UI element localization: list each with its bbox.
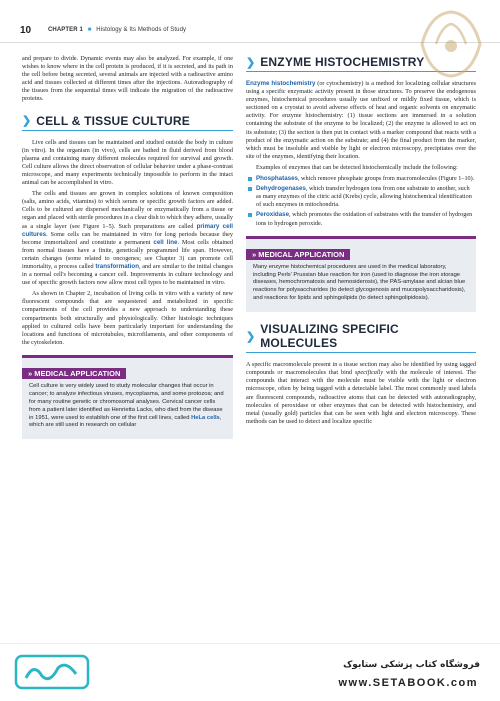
keyword: Enzyme histochemistry xyxy=(246,80,316,87)
box-text: Cell culture is very widely used to study molecular changes that occur in cancer; to analyze infectious viruses, mycoplasma, and some protozoa; and for many routine genetic or chromosomal analyses. Cervical cancer cells from a patient later identified as Henrietta Lacks, who died from the disease in 1951, were used to establish one of the first cell lines, called HeLa cells, which are still used in research on cellular xyxy=(29,382,224,429)
store-watermark-banner xyxy=(0,643,500,701)
chapter-title: Histology & Its Methods of Study xyxy=(96,27,187,33)
right-column xyxy=(246,55,476,429)
store-name: فروشگاه کتاب پزشکی ستابوک xyxy=(343,660,480,670)
chapter-label: CHAPTER 1 xyxy=(48,27,83,33)
store-logo xyxy=(12,650,92,694)
chevron-right-icon: ❯ xyxy=(246,56,256,69)
enzyme-list xyxy=(246,175,476,228)
medical-application-box xyxy=(22,355,233,439)
watermark-logo xyxy=(410,4,492,84)
section-heading-visualizing-molecules xyxy=(246,322,476,353)
paragraph: Live cells and tissues can be maintained and studied outside the body in culture (in vitro). In the organism (in vivo), cells are bathed in fluid derived from blood plasma and containing many different molecules required for survival and growth. Cell culture allows the direct observation of cellular behavior under a phase-contrast microscope, and many experiments technically impossible to perform in the intact animal can be accomplished in vitro. xyxy=(22,138,233,187)
medical-application-box xyxy=(246,236,476,313)
paragraph: Enzyme histochemistry (or cytochemistry) is a method for localizing cellular structures using a specific enzymatic activity present in those structures. To preserve the endogenous enzymes, histochemical procedures usually use unfixed or mildly fixed tissue, which is sectioned on a cryostat to avoid adverse effects of heat and organic solvents on enzymatic activity. For enzyme histochemistry: (1) tissue sections are immersed in a solution containing the substrate of the enzyme to be localized; (2) the enzyme is allowed to act on its substrate; (3) the section is then put in contact with a marker compound that reacts with a product of the enzymatic action on the substrate; and (4) the final product from the marker, which must be insoluble and visible by light or electron microscopy, precipitates over the site of the enzymes, identifying their location. xyxy=(246,80,476,160)
left-column xyxy=(22,55,233,447)
list-item: Dehydrogenases, which transfer hydrogen ions from one substrate to another, such as many enzymes of the citric acid (Krebs) cycle, allowing histochemical identification of such enzymes in mitochondria. xyxy=(256,185,476,209)
running-head xyxy=(48,27,186,33)
list-item: Phosphatases, which remove phosphate groups from macromolecules (Figure 1–10). xyxy=(256,175,475,183)
keyword: HeLa cells xyxy=(191,414,220,421)
keyword: primary cell cultures xyxy=(22,222,233,238)
section-title: ENZYME HISTOCHEMISTRY xyxy=(260,55,425,69)
running-head-separator: ■ xyxy=(87,27,92,33)
paragraph: Examples of enzymes that can be detected histochemically include the following: xyxy=(256,163,458,171)
paragraph: The cells and tissues are grown in complex solutions of known composition (salts, amino acids, vitamins) to which serum or specific growth factors are added. Cells to be cultured are dispersed mechanically or enzymatically from a tissue or organ and placed with sterile procedures in a clear dish to which they adhere, usually as a single layer (see Figure 1–5). Such preparations are called primary cell cultures. Some cells can be maintained in vitro for long periods because they become immortalized and constitute a permanent cell line. Most cells obtained from normal tissues have a finite, genetically programmed life span. However, certain changes (some related to oncogenes; see Chapter 3) can promote cell immortality, a process called transformation, and are similar to the initial changes in a normal cell's becoming a cancer cell. Improvements in culture technology and use of specific growth factors now allow most cell types to be maintained in vitro. xyxy=(22,190,233,287)
paragraph: A specific macromolecule present in a tissue section may also be identified by using tagged compounds or macromolecules that bind specifically with the molecule of interest. The compounds that interact with the molecule must be visible with the light or electron microscope, often by being tagged with a detectable label. The most commonly used labels are fluorescent compounds, radioactive atoms that can be detected with autoradiography, molecules of peroxidase or other enzymes that can be detected with histochemistry, and metal (usually gold) particles that can be seen with light and electron microscopy. These methods can be used to detect and localize specific xyxy=(246,361,476,425)
box-title: » MEDICAL APPLICATION xyxy=(22,368,126,379)
paragraph: As shown in Chapter 2, incubation of living cells in vitro with a variety of new fluorescent compounds that are sequestered and metabolized in specific compartments of the cell provides a new approach to understanding these compartments both structurally and physiologically. Other histologic techniques applied to cultured cells have been particularly important for understanding the locations and functions of microtubules, microfilaments, and other components of the cytoskeleton. xyxy=(22,290,233,346)
intro-paragraph: and prepare to divide. Dynamic events may also be analyzed. For example, if one wishes to know where in the cell protein is produced, if it is secreted, and its path in the cell before being secreted, several animals are injected with a radioactive amino acid and tissues collected at different times after the injections. Autoradiography of the tissues from the sequential times will indicate the migration of the radioactive proteins. xyxy=(22,55,233,103)
box-title: » MEDICAL APPLICATION xyxy=(246,249,350,260)
section-heading-cell-culture xyxy=(22,114,233,131)
section-title: CELL & TISSUE CULTURE xyxy=(36,113,190,128)
box-text: Many enzyme histochemical procedures are used in the medical laboratory, including Perls' Prussian blue reaction for iron (used to diagnose the iron storage diseases, hemochromatosis and hemosiderosis), the PAS-amylase and alcian blue reactions for polysaccharides (to detect glycogenosis and mucopolysaccharidosis), and reactions for lipids and sphingolipids (to detect sphingolipidosis). xyxy=(253,263,466,302)
chevron-right-icon: ❯ xyxy=(22,115,32,128)
keyword: cell line xyxy=(153,238,178,246)
chevron-right-icon: ❯ xyxy=(246,330,256,343)
section-title: VISUALIZING SPECIFIC MOLECULES xyxy=(260,322,399,351)
list-item: Peroxidase, which promotes the oxidation of substrates with the transfer of hydrogen ions to hydrogen peroxide. xyxy=(256,211,476,227)
page-number: 10 xyxy=(20,25,32,36)
store-url: www.SETABOOK.com xyxy=(338,677,478,689)
keyword: transformation xyxy=(95,262,139,270)
